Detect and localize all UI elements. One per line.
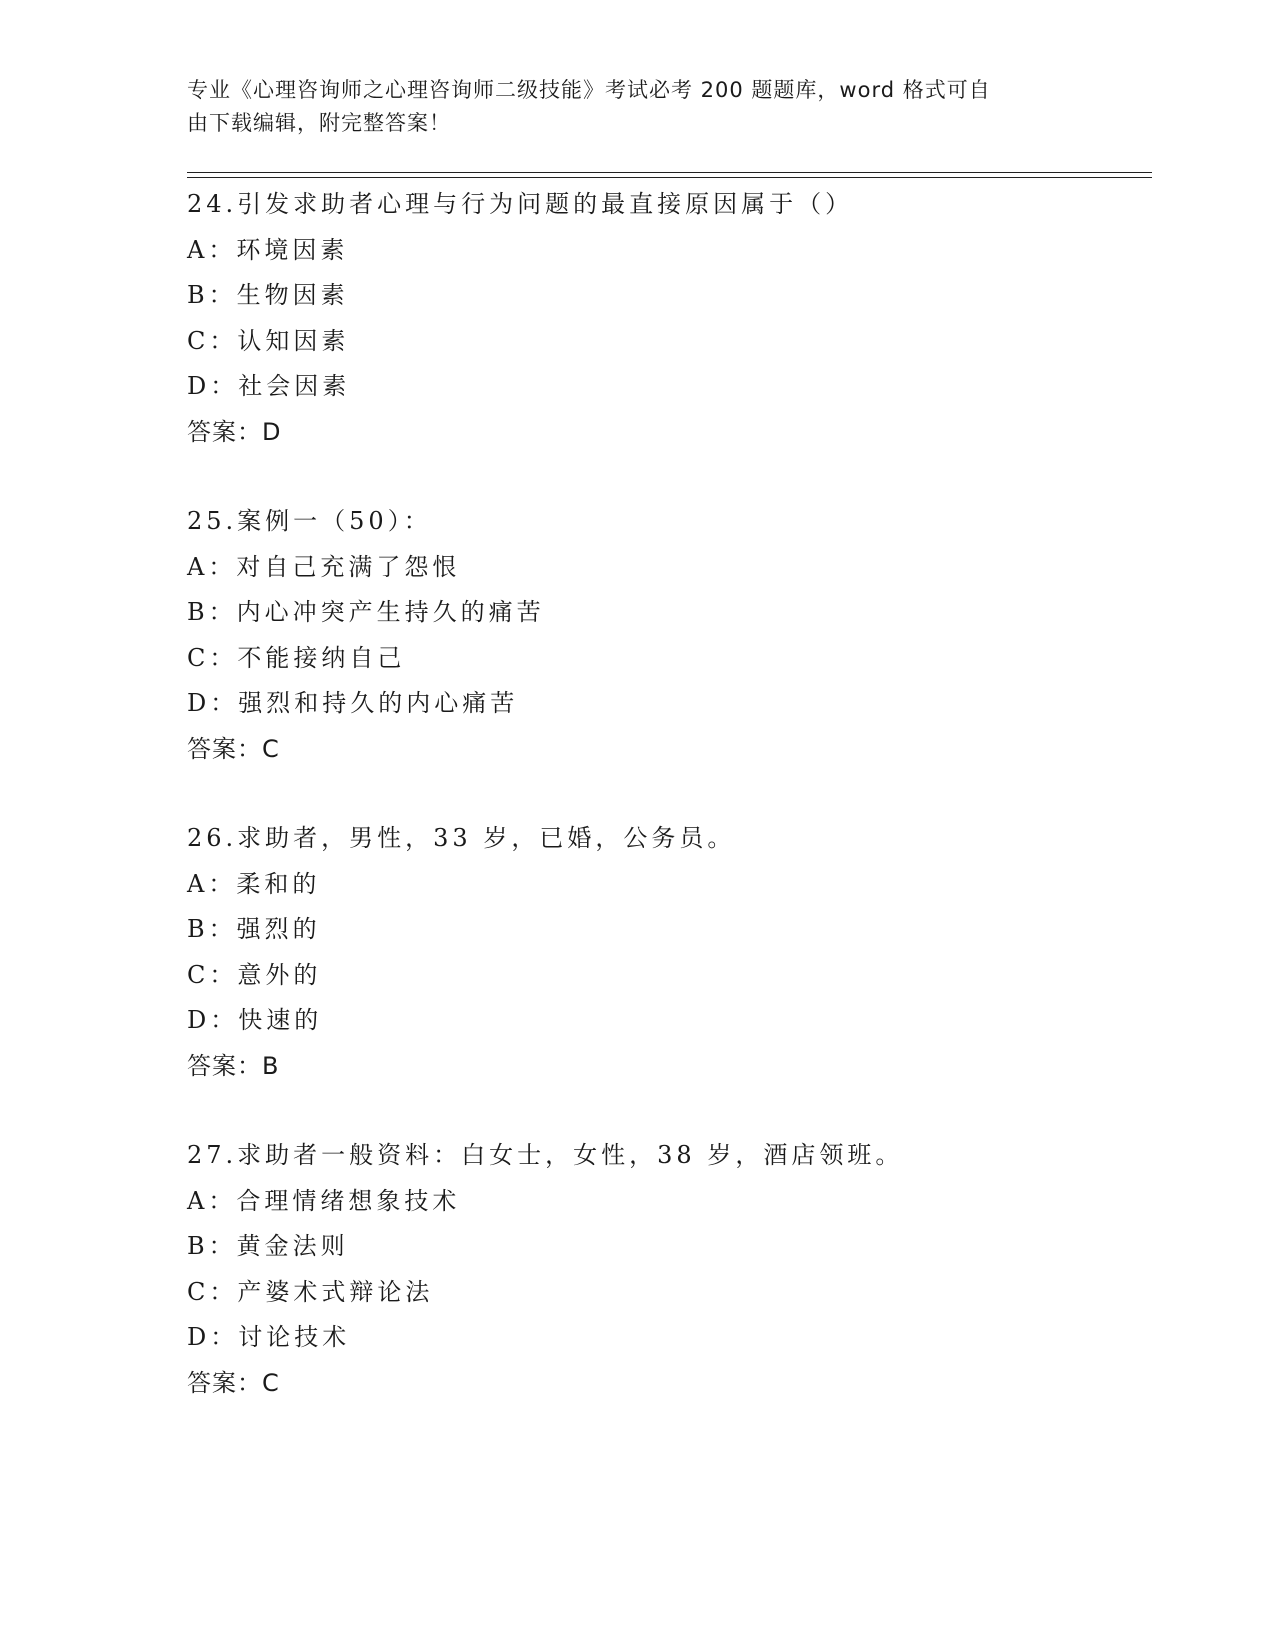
question-list bbox=[187, 182, 1152, 1406]
option-d: D：快速的 bbox=[187, 1006, 323, 1034]
option-b: B：黄金法则 bbox=[187, 1232, 349, 1260]
option-c: C：意外的 bbox=[187, 960, 322, 989]
document-page bbox=[187, 74, 1152, 1450]
option-a: A：对自己充满了怨恨 bbox=[187, 552, 461, 581]
question-stem: 24.引发求助者心理与行为问题的最直接原因属于（） bbox=[187, 190, 854, 218]
option-a: A：柔和的 bbox=[187, 869, 321, 898]
option-b: B：内心冲突产生持久的痛苦 bbox=[187, 598, 545, 626]
answer-line: 答案：C bbox=[187, 734, 280, 763]
double-rule-divider bbox=[187, 172, 1152, 178]
question-24 bbox=[187, 182, 1152, 455]
question-25 bbox=[187, 499, 1152, 772]
answer-line: 答案：D bbox=[187, 417, 282, 446]
option-a: A：合理情绪想象技术 bbox=[187, 1186, 461, 1215]
option-d: D：讨论技术 bbox=[187, 1323, 351, 1351]
option-b: B：生物因素 bbox=[187, 281, 349, 309]
header-line-1: 专业《心理咨询师之心理咨询师二级技能》考试必考 200 题题库，word 格式可自 bbox=[187, 78, 991, 102]
option-b: B：强烈的 bbox=[187, 915, 321, 943]
answer-line: 答案：C bbox=[187, 1368, 280, 1397]
option-a: A：环境因素 bbox=[187, 235, 349, 264]
question-stem: 26.求助者，男性，33 岁，已婚，公务员。 bbox=[187, 824, 736, 852]
document-header bbox=[187, 74, 1067, 140]
question-27 bbox=[187, 1133, 1152, 1406]
option-c: C：产婆术式辩论法 bbox=[187, 1277, 434, 1306]
question-stem: 25.案例一（50）： bbox=[187, 507, 432, 535]
answer-line: 答案：B bbox=[187, 1051, 280, 1080]
option-d: D：社会因素 bbox=[187, 372, 351, 400]
option-c: C：认知因素 bbox=[187, 326, 350, 355]
option-d: D：强烈和持久的内心痛苦 bbox=[187, 689, 519, 717]
question-stem: 27.求助者一般资料：白女士，女性，38 岁，酒店领班。 bbox=[187, 1141, 904, 1169]
option-c: C：不能接纳自己 bbox=[187, 643, 406, 672]
header-line-2: 由下载编辑，附完整答案！ bbox=[187, 111, 451, 135]
question-26 bbox=[187, 816, 1152, 1089]
